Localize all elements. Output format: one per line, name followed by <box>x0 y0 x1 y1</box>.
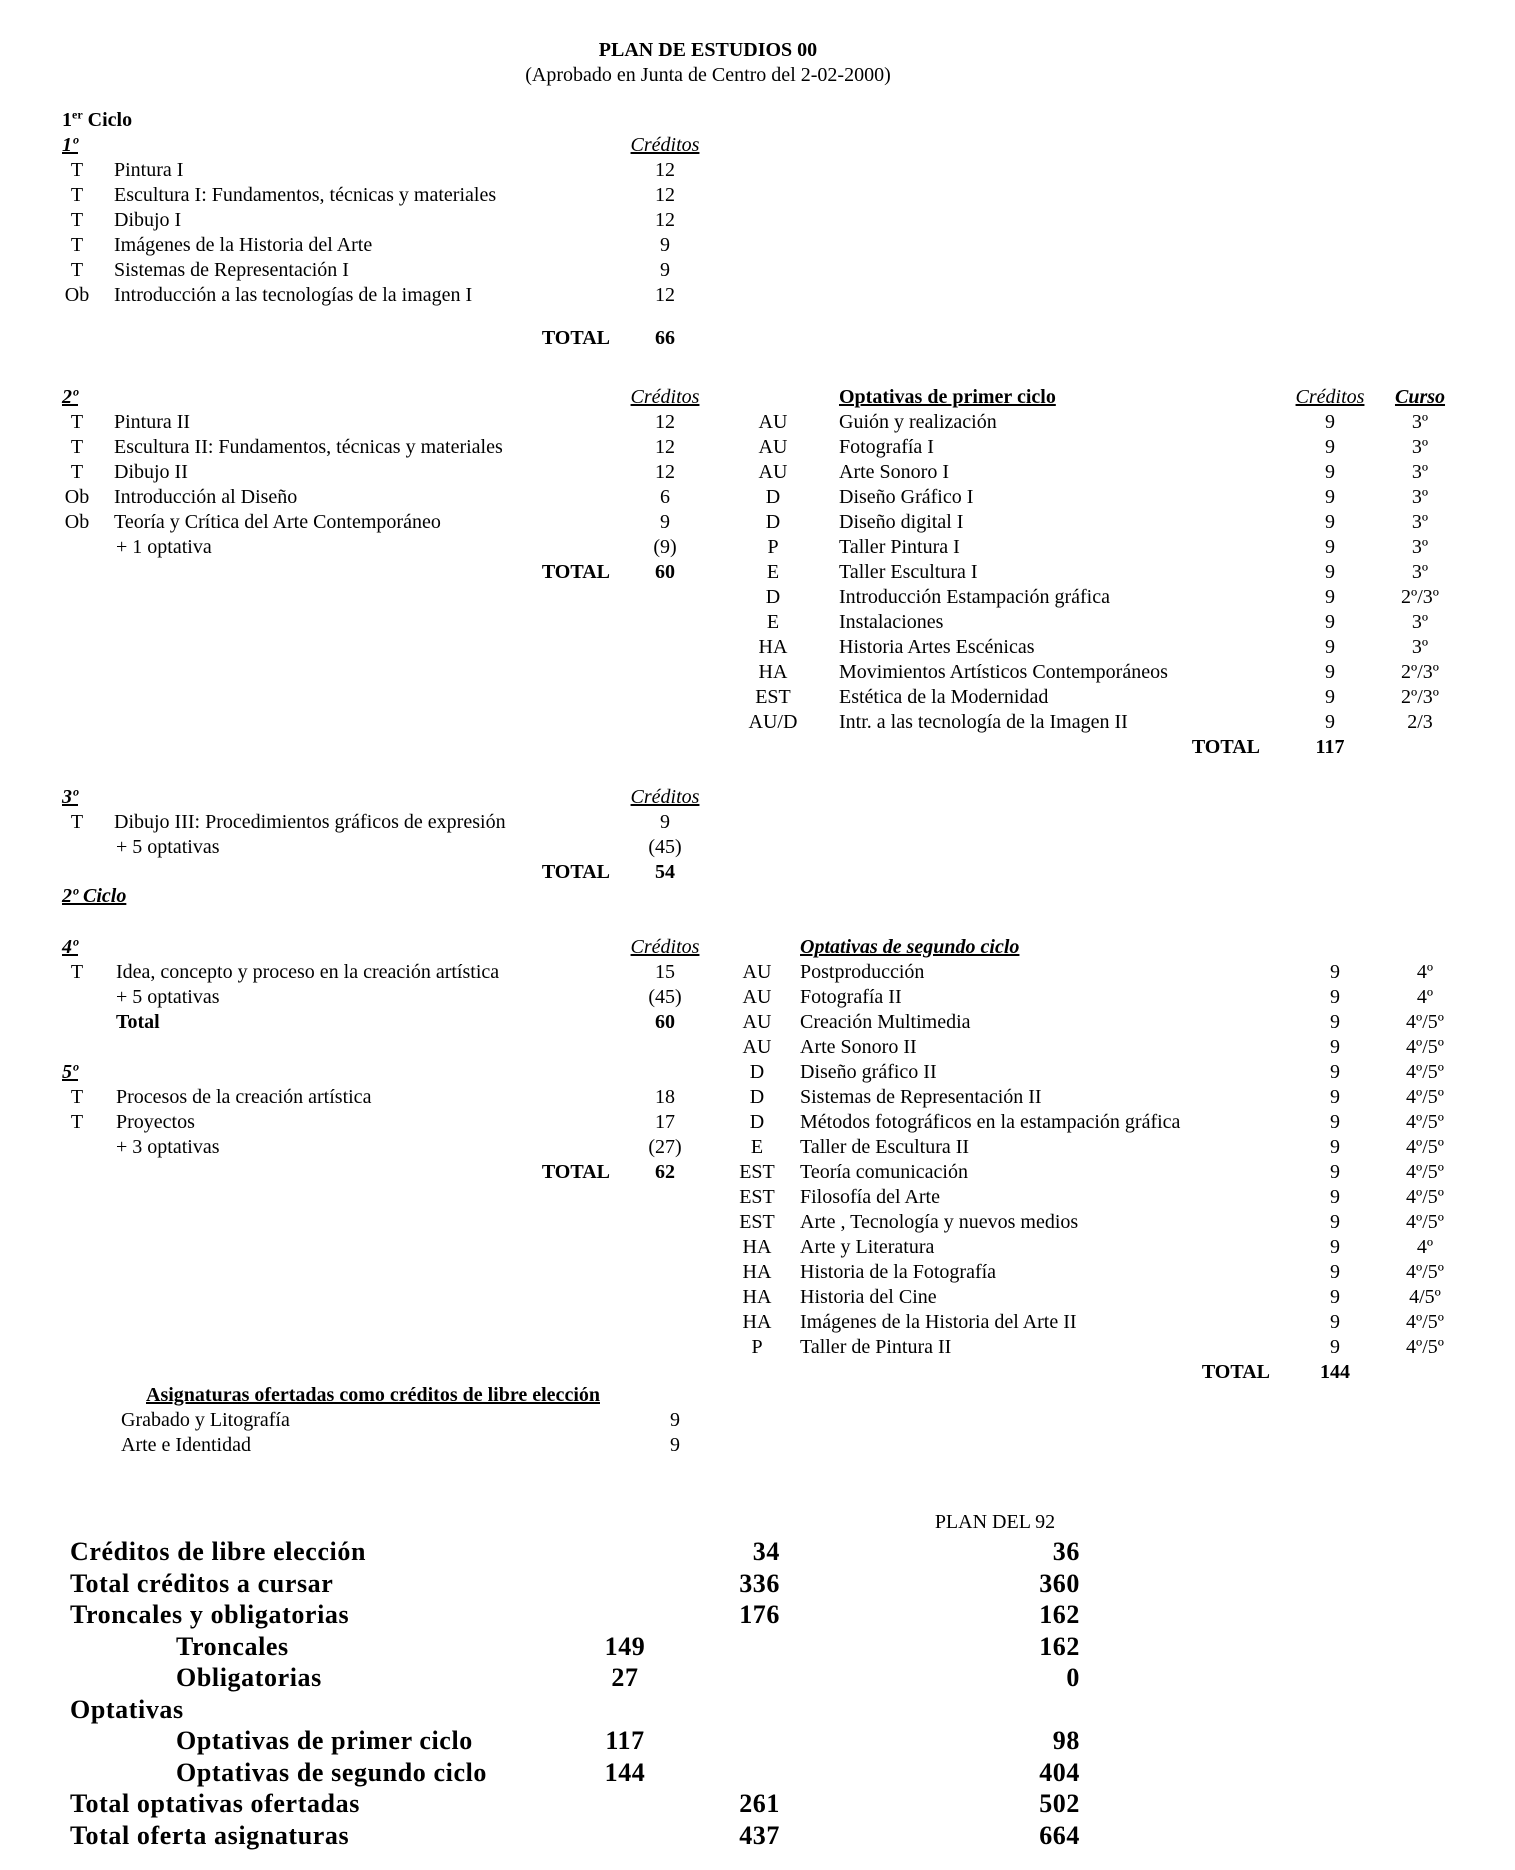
optativas-heading: Optativas de segundo ciclo <box>800 936 1020 958</box>
subject-name: Proyectos <box>116 1111 195 1133</box>
subject-type: T <box>70 961 84 983</box>
department-code: AU <box>758 461 788 483</box>
subject-type: T <box>70 811 84 833</box>
department-code: AU <box>742 961 772 983</box>
subject-name: + 1 optativa <box>116 536 212 558</box>
creditos-header: Créditos <box>1295 386 1365 408</box>
subject-curso: 4º <box>1416 986 1434 1008</box>
subject-curso: 4º/5º <box>1406 1211 1444 1233</box>
department-code: HA <box>742 1286 772 1308</box>
department-code: EST <box>739 1211 775 1233</box>
subject-name: Diseño digital I <box>839 511 964 533</box>
total-label: TOTAL <box>541 1161 610 1183</box>
subject-curso: 4º/5º <box>1406 1011 1444 1033</box>
page-title: PLAN DE ESTUDIOS 00 <box>598 39 818 61</box>
department-code: EST <box>739 1186 775 1208</box>
subject-name: Teoría y Crítica del Arte Contemporáneo <box>114 511 441 533</box>
subject-name: Historia de la Fotografía <box>800 1261 997 1283</box>
summary-plan92: 0 <box>1066 1663 1080 1692</box>
summary-label: Total créditos a cursar <box>70 1568 334 1598</box>
subject-name: Idea, concepto y proceso en la creación artística <box>116 961 500 983</box>
subject-credits: 9 <box>1330 1261 1340 1283</box>
subject-name: Imágenes de la Historia del Arte II <box>800 1311 1077 1333</box>
department-code: HA <box>758 636 788 658</box>
department-code: AU <box>742 1011 772 1033</box>
subject-credits: 9 <box>1330 986 1340 1008</box>
subject-curso: 4º/5º <box>1406 1336 1444 1358</box>
subject-name: Dibujo I <box>114 209 182 231</box>
summary-subvalue: 149 <box>604 1631 646 1661</box>
subject-type: T <box>70 436 84 458</box>
subject-name: Postproducción <box>800 961 925 983</box>
subject-credits: 9 <box>1330 1186 1340 1208</box>
summary-plan92: 664 <box>1039 1820 1080 1850</box>
summary-plan92: 98 <box>1052 1726 1080 1755</box>
total-value: 60 <box>655 561 675 583</box>
total-value: 144 <box>1320 1361 1350 1383</box>
subject-credits: 9 <box>1330 1161 1340 1183</box>
subject-type: T <box>70 461 84 483</box>
subject-type: T <box>70 1111 84 1133</box>
subject-name: Sistemas de Representación II <box>800 1086 1042 1108</box>
subject-curso: 3º <box>1411 411 1429 433</box>
subject-name: Escultura I: Fundamentos, técnicas y materiales <box>114 184 497 206</box>
subject-credits: 9 <box>1325 536 1335 558</box>
subject-name: Taller de Escultura II <box>800 1136 970 1158</box>
summary-value: 336 <box>739 1568 780 1598</box>
subject-credits: 9 <box>1330 1236 1340 1258</box>
optativas-heading: Optativas de primer ciclo <box>839 386 1056 408</box>
subject-name: Creación Multimedia <box>800 1011 971 1033</box>
subject-name: Filosofía del Arte <box>800 1186 940 1208</box>
summary-subvalue: 117 <box>605 1726 645 1755</box>
subject-name: Arte Sonoro II <box>800 1036 917 1058</box>
subject-credits: 9 <box>1325 711 1335 733</box>
subject-name: Pintura I <box>114 159 184 181</box>
department-code: EST <box>755 686 791 708</box>
subject-name: Imágenes de la Historia del Arte <box>114 234 373 256</box>
subject-credits: (45) <box>648 986 682 1008</box>
subject-curso: 4º/5º <box>1406 1136 1444 1158</box>
subject-credits: 9 <box>660 234 670 256</box>
subject-type: Ob <box>64 486 90 508</box>
department-code: D <box>749 1061 765 1083</box>
subject-credits: 9 <box>1325 436 1335 458</box>
subject-name: Intr. a las tecnología de la Imagen II <box>839 711 1128 733</box>
department-code: EST <box>739 1161 775 1183</box>
subject-credits: 9 <box>1330 1061 1340 1083</box>
department-code: P <box>767 536 779 558</box>
subject-type: T <box>70 209 84 231</box>
subject-type: T <box>70 234 84 256</box>
summary-value: 261 <box>739 1789 780 1818</box>
department-code: AU <box>758 436 788 458</box>
subject-name: Métodos fotográficos en la estampación gráfica <box>800 1111 1181 1133</box>
department-code: E <box>766 611 780 633</box>
course-heading: 1º <box>62 134 78 156</box>
department-code: E <box>750 1136 764 1158</box>
subject-credits: 9 <box>1325 461 1335 483</box>
subject-name: Historia Artes Escénicas <box>839 636 1035 658</box>
subject-credits: 6 <box>660 486 670 508</box>
course-heading: 5º <box>62 1061 78 1083</box>
total-value: 117 <box>1315 736 1345 758</box>
subject-credits: 9 <box>1325 561 1335 583</box>
subject-name: Taller de Pintura II <box>800 1336 952 1358</box>
subject-credits: 9 <box>1330 1086 1340 1108</box>
subject-credits: 9 <box>1325 611 1335 633</box>
subject-credits: 12 <box>655 159 675 181</box>
subject-credits: 18 <box>655 1086 675 1108</box>
subject-name: + 5 optativas <box>116 986 220 1008</box>
department-code: HA <box>742 1236 772 1258</box>
subject-credits: (45) <box>648 836 682 858</box>
subject-credits: 9 <box>1330 961 1340 983</box>
subject-name: Arte , Tecnología y nuevos medios <box>800 1211 1079 1233</box>
summary-label: Total optativas ofertadas <box>70 1789 360 1818</box>
subject-credits: 9 <box>1330 1336 1340 1358</box>
libre-subject-credits: 9 <box>670 1434 680 1456</box>
subject-curso: 4º <box>1416 1236 1434 1258</box>
subject-curso: 4º/5º <box>1406 1086 1444 1108</box>
total-label: TOTAL <box>541 561 610 583</box>
subject-curso: 2º/3º <box>1401 586 1439 608</box>
subject-curso: 2/3 <box>1407 711 1433 733</box>
subject-curso: 4º/5º <box>1406 1311 1444 1333</box>
subject-credits: 9 <box>1325 661 1335 683</box>
total-label: TOTAL <box>1201 1361 1270 1383</box>
ciclo1-label: 1er Ciclo <box>62 107 133 131</box>
page-subtitle: (Aprobado en Junta de Centro del 2-02-2000) <box>525 64 891 86</box>
libre-heading: Asignaturas ofertadas como créditos de libre elección <box>146 1384 600 1406</box>
subject-name: Diseño gráfico II <box>800 1061 937 1083</box>
subject-credits: 9 <box>1325 686 1335 708</box>
summary-label: Obligatorias <box>176 1663 322 1692</box>
summary-label: Optativas de primer ciclo <box>176 1726 473 1755</box>
subject-credits: 9 <box>660 259 670 281</box>
department-code: AU <box>742 1036 772 1058</box>
plan92-header: PLAN DEL 92 <box>934 1511 1056 1533</box>
subject-curso: 3º <box>1411 436 1429 458</box>
subject-name: Guión y realización <box>839 411 997 433</box>
subject-name: Diseño Gráfico I <box>839 486 974 508</box>
summary-label: Total oferta asignaturas <box>70 1820 350 1850</box>
summary-label: Troncales y obligatorias <box>70 1600 350 1629</box>
department-code: AU <box>758 411 788 433</box>
subject-curso: 3º <box>1411 611 1429 633</box>
subject-name: Movimientos Artísticos Contemporáneos <box>839 661 1168 683</box>
subject-curso: 3º <box>1411 561 1429 583</box>
summary-plan92: 162 <box>1039 1600 1080 1629</box>
subject-credits: 9 <box>1330 1036 1340 1058</box>
subject-type: Ob <box>64 511 90 533</box>
subject-curso: 4º/5º <box>1406 1036 1444 1058</box>
course-heading: 3º <box>62 786 78 808</box>
department-code: D <box>765 511 781 533</box>
subject-name: Estética de la Modernidad <box>839 686 1049 708</box>
subject-name: Arte y Literatura <box>800 1236 935 1258</box>
summary-plan92: 360 <box>1039 1568 1080 1598</box>
subject-curso: 4/5º <box>1409 1286 1441 1308</box>
department-code: HA <box>742 1261 772 1283</box>
creditos-header: Créditos <box>630 134 700 156</box>
department-code: D <box>765 586 781 608</box>
subject-credits: 12 <box>655 461 675 483</box>
summary-value: 34 <box>752 1537 780 1566</box>
subject-curso: 3º <box>1411 461 1429 483</box>
subject-curso: 3º <box>1411 636 1429 658</box>
subject-credits: 9 <box>1325 586 1335 608</box>
total-label: TOTAL <box>541 327 610 349</box>
subject-type: T <box>70 1086 84 1108</box>
total-value: 66 <box>655 327 675 349</box>
subject-name: Introducción a las tecnologías de la imagen I <box>114 284 473 306</box>
subject-name: Dibujo II <box>114 461 188 483</box>
libre-subject-name: Arte e Identidad <box>121 1434 251 1456</box>
subject-credits: 17 <box>655 1111 675 1133</box>
subject-curso: 4º <box>1416 961 1434 983</box>
subject-curso: 2º/3º <box>1401 661 1439 683</box>
subject-name: Introducción Estampación gráfica <box>839 586 1110 608</box>
subject-name: Instalaciones <box>839 611 944 633</box>
libre-subject-credits: 9 <box>670 1409 680 1431</box>
subject-name: Taller Escultura I <box>839 561 978 583</box>
subject-curso: 4º/5º <box>1406 1261 1444 1283</box>
subject-credits: 9 <box>660 811 670 833</box>
subject-name: + 5 optativas <box>116 836 220 858</box>
subject-credits: 12 <box>655 411 675 433</box>
subject-curso: 4º/5º <box>1406 1111 1444 1133</box>
subject-name: Sistemas de Representación I <box>114 259 349 281</box>
course-heading: 4º <box>62 936 78 958</box>
summary-subvalue: 27 <box>611 1663 639 1692</box>
subject-credits: (27) <box>648 1136 682 1158</box>
subject-credits: 12 <box>655 284 675 306</box>
subject-credits: 9 <box>1330 1111 1340 1133</box>
department-code: P <box>751 1336 763 1358</box>
summary-label: Créditos de libre elección <box>70 1537 367 1566</box>
subject-type: T <box>70 159 84 181</box>
subject-type: T <box>70 184 84 206</box>
subject-type: T <box>70 411 84 433</box>
subject-credits: 15 <box>655 961 675 983</box>
subject-credits: 9 <box>1325 411 1335 433</box>
subject-name: Historia del Cine <box>800 1286 937 1308</box>
subject-curso: 3º <box>1411 536 1429 558</box>
creditos-header: Créditos <box>630 786 700 808</box>
subject-credits: 9 <box>1325 486 1335 508</box>
subject-name: Introducción al Diseño <box>114 486 298 508</box>
subject-name: Taller Pintura I <box>839 536 960 558</box>
subject-credits: (9) <box>653 536 677 558</box>
course-heading: 2º <box>62 386 78 408</box>
subject-type: Ob <box>64 284 90 306</box>
summary-value: 437 <box>739 1820 780 1850</box>
subject-curso: 4º/5º <box>1406 1061 1444 1083</box>
subject-credits: 9 <box>1330 1011 1340 1033</box>
creditos-header: Créditos <box>630 936 700 958</box>
subject-credits: 12 <box>655 436 675 458</box>
total-label: TOTAL <box>1191 736 1260 758</box>
department-code: AU <box>742 986 772 1008</box>
total-value: 60 <box>655 1011 675 1033</box>
subject-credits: 12 <box>655 184 675 206</box>
curso-header: Curso <box>1394 386 1446 408</box>
department-code: AU/D <box>748 711 798 733</box>
department-code: D <box>749 1086 765 1108</box>
subject-curso: 3º <box>1411 486 1429 508</box>
subject-curso: 4º/5º <box>1406 1161 1444 1183</box>
subject-credits: 9 <box>1325 511 1335 533</box>
summary-plan92: 36 <box>1052 1537 1080 1566</box>
subject-name: Escultura II: Fundamentos, técnicas y materiales <box>114 436 503 458</box>
summary-plan92: 162 <box>1039 1631 1080 1661</box>
summary-label: Troncales <box>176 1631 289 1661</box>
department-code: D <box>765 486 781 508</box>
subject-type: T <box>70 259 84 281</box>
subject-name: Arte Sonoro I <box>839 461 949 483</box>
subject-credits: 9 <box>660 511 670 533</box>
summary-label: Optativas <box>70 1694 184 1724</box>
total-label: TOTAL <box>541 861 610 883</box>
summary-value: 176 <box>739 1600 780 1629</box>
subject-credits: 12 <box>655 209 675 231</box>
total-label: Total <box>116 1011 160 1033</box>
total-value: 54 <box>655 861 675 883</box>
subject-credits: 9 <box>1330 1311 1340 1333</box>
creditos-header: Créditos <box>630 386 700 408</box>
summary-subvalue: 144 <box>604 1757 646 1787</box>
department-code: HA <box>758 661 788 683</box>
subject-name: + 3 optativas <box>116 1136 220 1158</box>
summary-plan92: 502 <box>1039 1789 1080 1818</box>
subject-credits: 9 <box>1330 1211 1340 1233</box>
department-code: D <box>749 1111 765 1133</box>
department-code: HA <box>742 1311 772 1333</box>
subject-name: Pintura II <box>114 411 191 433</box>
subject-credits: 9 <box>1330 1136 1340 1158</box>
libre-subject-name: Grabado y Litografía <box>121 1409 290 1431</box>
subject-name: Fotografía II <box>800 986 902 1008</box>
subject-curso: 4º/5º <box>1406 1186 1444 1208</box>
subject-name: Teoría comunicación <box>800 1161 968 1183</box>
subject-credits: 9 <box>1325 636 1335 658</box>
summary-plan92: 404 <box>1039 1757 1080 1787</box>
subject-name: Dibujo III: Procedimientos gráficos de expresión <box>114 811 506 833</box>
total-value: 62 <box>655 1161 675 1183</box>
subject-credits: 9 <box>1330 1286 1340 1308</box>
subject-curso: 2º/3º <box>1401 686 1439 708</box>
subject-name: Fotografía I <box>839 436 934 458</box>
department-code: E <box>766 561 780 583</box>
summary-label: Optativas de segundo ciclo <box>176 1757 488 1787</box>
subject-curso: 3º <box>1411 511 1429 533</box>
subject-name: Procesos de la creación artística <box>116 1086 372 1108</box>
ciclo2-label: 2º Ciclo <box>62 885 127 907</box>
